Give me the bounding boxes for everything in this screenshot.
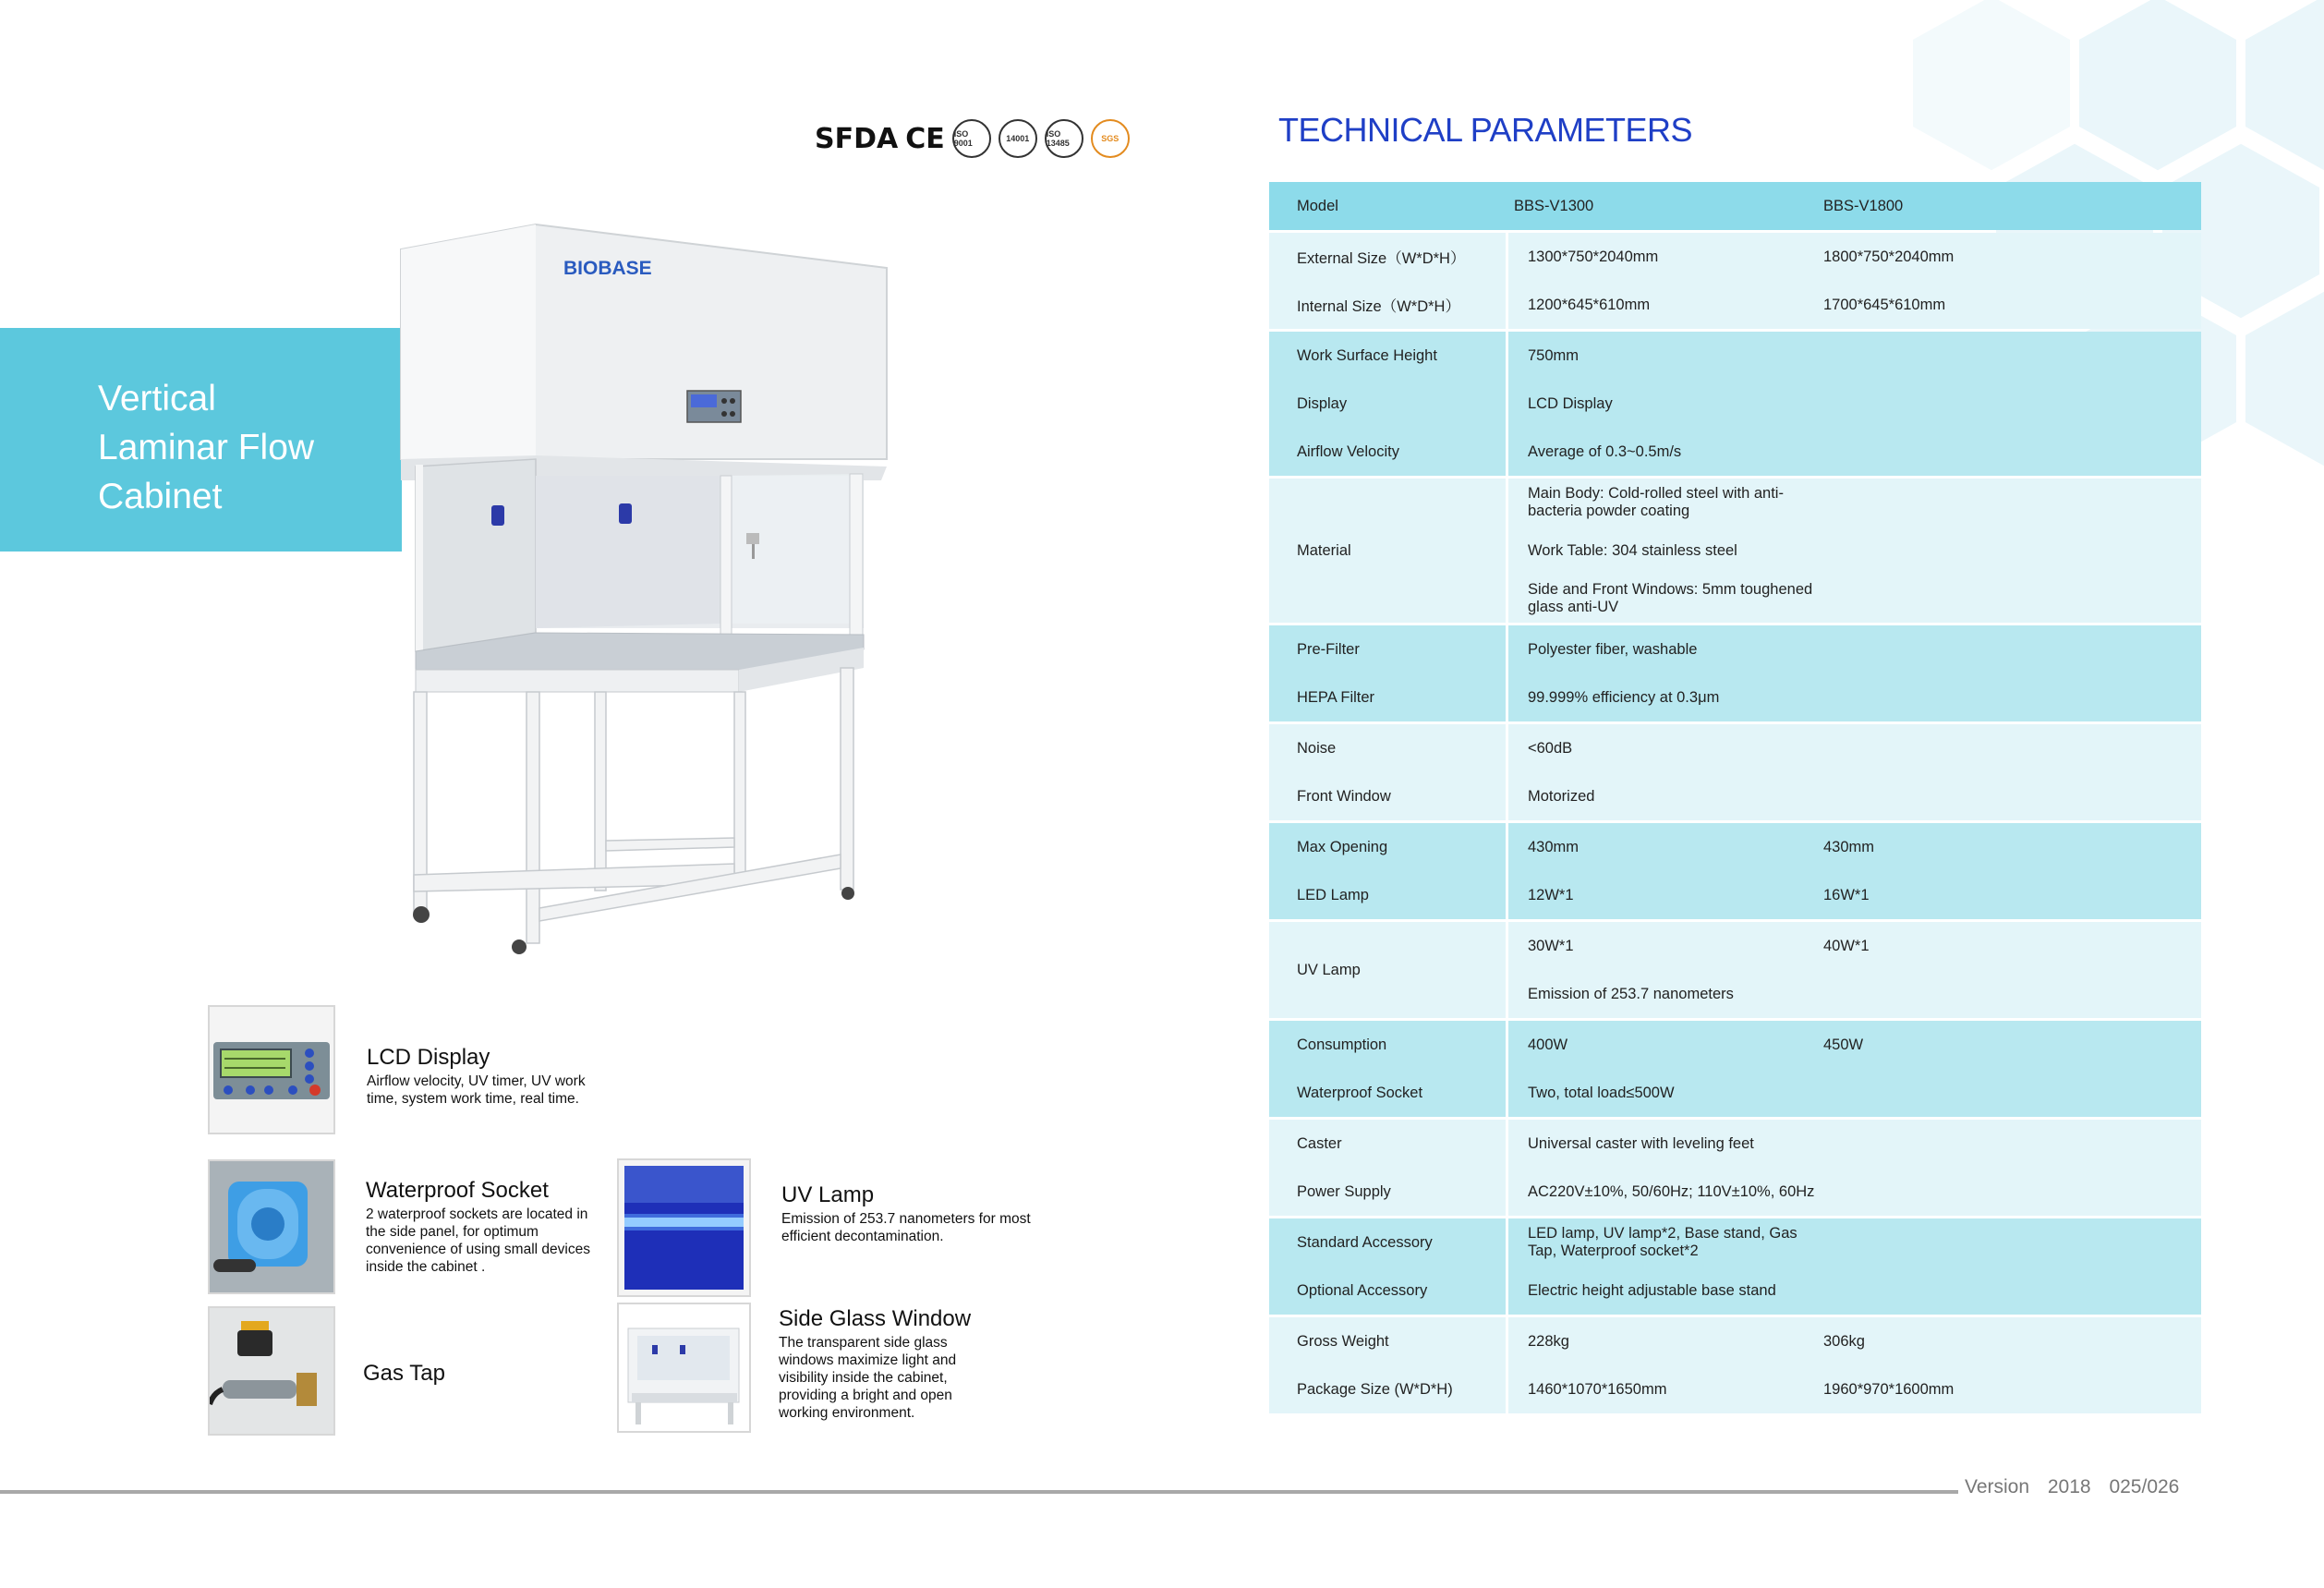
table-row — [1269, 1365, 2201, 1413]
value-bbs-v1300: 430mm — [1528, 838, 1580, 855]
version-label: Version 2018 — [1965, 1476, 2091, 1497]
page-number: 025/026 — [2109, 1476, 2180, 1497]
row-label: Max Opening — [1297, 838, 1388, 855]
table-group — [1269, 922, 2201, 1018]
value-bbs-v1300: Work Table: 304 stainless steel — [1528, 541, 1737, 559]
table-row — [1269, 332, 2201, 380]
value-bbs-v1800: 1700*645*610mm — [1823, 296, 1946, 313]
glass-window-icon — [619, 1304, 749, 1431]
title-band — [0, 328, 402, 552]
iso-9001-logo: ISO 9001 — [952, 119, 991, 158]
waterproof-socket-thumbnail — [208, 1159, 335, 1294]
lcd-display-title: LCD Display — [367, 1045, 490, 1070]
table-group — [1269, 823, 2201, 919]
row-label: Internal Size（W*D*H） — [1297, 298, 1460, 315]
value-bbs-v1300: 750mm — [1528, 346, 1580, 364]
row-label: Display — [1297, 394, 1348, 412]
table-row — [1269, 823, 2201, 871]
iso-14001-logo: 14001 — [999, 119, 1037, 158]
table-row — [1269, 1218, 2201, 1267]
row-label: Standard Accessory — [1297, 1233, 1433, 1251]
table-group — [1269, 1120, 2201, 1216]
uv-lamp-thumbnail — [617, 1158, 751, 1297]
cabinet-image — [397, 217, 896, 975]
table-group — [1269, 1021, 2201, 1117]
value-bbs-v1300: 12W*1 — [1528, 886, 1574, 903]
row-label: Consumption — [1297, 1036, 1387, 1053]
table-header — [1269, 182, 2201, 230]
value-bbs-v1300: 99.999% efficiency at 0.3μm — [1528, 688, 1720, 706]
row-label: Optional Accessory — [1297, 1281, 1428, 1299]
row-label: Waterproof Socket — [1297, 1084, 1423, 1101]
row-label: Front Window — [1297, 787, 1391, 805]
row-label: Airflow Velocity — [1297, 442, 1399, 460]
sfda-logo: SFDA — [815, 122, 899, 155]
value-bbs-v1300: Main Body: Cold-rolled steel with anti-bacteria powder coating — [1528, 485, 1784, 519]
page-title: Vertical Laminar Flow Cabinet — [98, 379, 315, 516]
side-glass-window-thumbnail — [617, 1303, 751, 1433]
value-bbs-v1300: AC220V±10%, 50/60Hz; 110V±10%, 60Hz — [1528, 1182, 1815, 1200]
row-label: HEPA Filter — [1297, 688, 1375, 706]
value-bbs-v1300: LED lamp, UV lamp*2, Base stand, Gas Tap, Waterproof socket*2 — [1528, 1225, 1797, 1259]
ce-logo: CE — [905, 122, 945, 155]
side-glass-window-desc: The transparent side glass windows maximize light and visibility inside the cabinet, providing a bright and open working environment. — [779, 1335, 957, 1421]
table-row — [1269, 380, 2201, 428]
value-bbs-v1800: 1960*970*1600mm — [1823, 1380, 1955, 1398]
value-bbs-v1300: 228kg — [1528, 1332, 1569, 1350]
socket-icon — [210, 1161, 333, 1292]
value-bbs-v1800: 1800*750*2040mm — [1823, 248, 1955, 265]
header-model: Model — [1297, 197, 1338, 214]
footer-text — [1965, 1476, 2179, 1498]
table-group — [1269, 625, 2201, 721]
row-label: Gross Weight — [1297, 1332, 1389, 1350]
value-bbs-v1300: 30W*1 — [1528, 937, 1574, 954]
table-row — [1269, 1069, 2201, 1117]
lcd-display-thumbnail — [208, 1005, 335, 1134]
value-bbs-v1300: <60dB — [1528, 739, 1573, 757]
uv-lamp-title: UV Lamp — [781, 1182, 875, 1207]
value-bbs-v1300: 1200*645*610mm — [1528, 296, 1651, 313]
table-row — [1269, 1168, 2201, 1216]
table-group — [1269, 233, 2201, 329]
row-label: Caster — [1297, 1134, 1342, 1152]
table-row — [1269, 673, 2201, 721]
gas-tap-thumbnail — [208, 1306, 335, 1436]
row-label: Material — [1297, 541, 1351, 559]
brand-logo: BIOBASE — [563, 258, 652, 279]
value-bbs-v1300: 1300*750*2040mm — [1528, 248, 1659, 265]
gas-tap-icon — [210, 1308, 333, 1434]
value-bbs-v1300: 400W — [1528, 1036, 1568, 1053]
sgs-logo: SGS — [1091, 119, 1130, 158]
row-label: Noise — [1297, 739, 1337, 757]
value-bbs-v1300: Emission of 253.7 nanometers — [1528, 985, 1734, 1002]
table-group — [1269, 479, 2201, 623]
header-bbs-v1800: BBS-V1800 — [1823, 197, 1904, 214]
row-label: Pre-Filter — [1297, 640, 1360, 658]
value-bbs-v1800: 16W*1 — [1823, 886, 1870, 903]
row-label: LED Lamp — [1297, 886, 1369, 903]
value-bbs-v1300: Polyester fiber, washable — [1528, 640, 1698, 658]
table-row — [1269, 1267, 2201, 1315]
certification-logos — [815, 115, 1130, 162]
row-label: Work Surface Height — [1297, 346, 1437, 364]
value-bbs-v1300: 1460*1070*1650mm — [1528, 1380, 1667, 1398]
waterproof-socket-desc: 2 waterproof sockets are located in the side panel, for optimum convenience of using small devices inside the cabinet . — [366, 1206, 590, 1275]
table-row — [1269, 871, 2201, 919]
value-bbs-v1300: Electric height adjustable base stand — [1528, 1281, 1776, 1299]
table-row — [1269, 428, 2201, 476]
value-bbs-v1800: 450W — [1823, 1036, 1864, 1053]
lcd-panel-icon — [210, 1007, 333, 1133]
table-group — [1269, 1218, 2201, 1315]
table-row — [1269, 724, 2201, 772]
side-glass-window-title: Side Glass Window — [779, 1306, 972, 1331]
lcd-display-desc: Airflow velocity, UV timer, UV work time, system work time, real time. — [367, 1073, 586, 1107]
row-label: External Size（W*D*H） — [1297, 250, 1466, 267]
uv-lamp-icon — [619, 1160, 749, 1295]
value-bbs-v1800: 40W*1 — [1823, 937, 1870, 954]
technical-parameters-table — [1269, 182, 2201, 1416]
value-bbs-v1300: Motorized — [1528, 787, 1595, 805]
uv-lamp-desc: Emission of 253.7 nanometers for most efficient decontamination. — [781, 1211, 1031, 1244]
table-row — [1269, 1120, 2201, 1168]
row-label: UV Lamp — [1297, 961, 1361, 978]
table-group — [1269, 1317, 2201, 1413]
table-row — [1269, 281, 2201, 329]
footer-divider — [0, 1490, 1958, 1494]
gas-tap-title: Gas Tap — [363, 1361, 445, 1386]
value-bbs-v1800: 306kg — [1823, 1332, 1865, 1350]
table-row — [1269, 772, 2201, 820]
table-row — [1269, 1021, 2201, 1069]
iso-13485-logo: ISO 13485 — [1045, 119, 1083, 158]
value-bbs-v1300: Two, total load≤500W — [1528, 1084, 1675, 1101]
value-bbs-v1300: LCD Display — [1528, 394, 1613, 412]
table-header-row — [1269, 182, 2201, 230]
table-group — [1269, 332, 2201, 476]
table-group — [1269, 724, 2201, 820]
value-bbs-v1800: 430mm — [1823, 838, 1875, 855]
value-bbs-v1300: Universal caster with leveling feet — [1528, 1134, 1754, 1152]
row-label: Power Supply — [1297, 1182, 1391, 1200]
header-bbs-v1300: BBS-V1300 — [1514, 197, 1594, 214]
row-label: Package Size (W*D*H) — [1297, 1380, 1453, 1398]
table-row — [1269, 233, 2201, 281]
value-bbs-v1300: Side and Front Windows: 5mm toughened glass anti-UV — [1528, 581, 1813, 615]
table-row — [1269, 1317, 2201, 1365]
table-row — [1269, 625, 2201, 673]
value-bbs-v1300: Average of 0.3~0.5m/s — [1528, 442, 1682, 460]
waterproof-socket-title: Waterproof Socket — [366, 1178, 549, 1203]
technical-parameters-heading: TECHNICAL PARAMETERS — [1278, 111, 1693, 149]
